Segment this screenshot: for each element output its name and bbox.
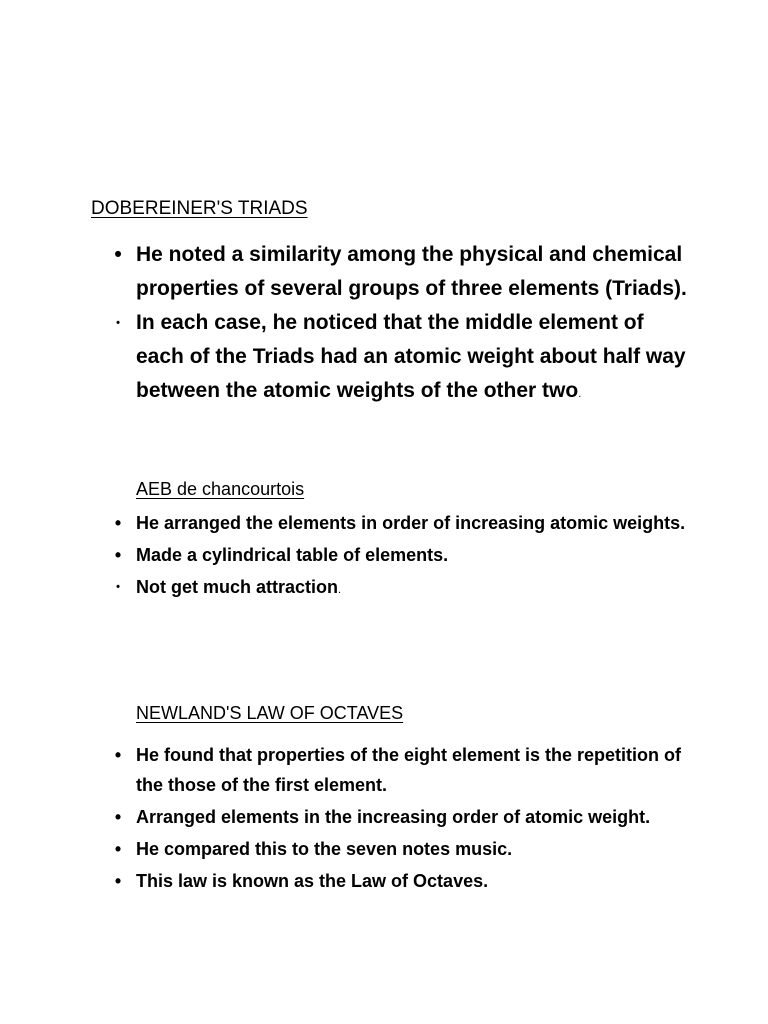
section-heading-chancourtois: AEB de chancourtois: [136, 479, 305, 499]
list-item-text: This law is known as the Law of Octaves.: [136, 871, 489, 891]
bullet-icon: •: [114, 545, 122, 565]
list-item: [114, 740, 706, 800]
list-item-text: He noted a similarity among the physical and chemical properties of several groups of three elements (Triads).: [136, 243, 687, 300]
list-item-text: He found that properties of the eight element is the repetition of the those of the first element.: [136, 745, 682, 795]
bullet-icon: •: [114, 807, 122, 827]
list-item: [116, 306, 696, 411]
list-item-tail: .: [338, 584, 342, 596]
list-item-text: Arranged elements in the increasing order of atomic weight.: [136, 807, 651, 827]
list-item-tail: .: [578, 388, 582, 400]
list-item: [114, 866, 706, 896]
section-heading-dobereiner: DOBEREINER'S TRIADS: [91, 198, 308, 219]
bullet-icon: •: [114, 871, 122, 891]
bullet-list-chancourtois: [114, 508, 706, 607]
bullet-icon: •: [114, 513, 122, 533]
list-item-text: He compared this to the seven notes music.: [136, 839, 513, 859]
list-item: [116, 572, 706, 605]
list-item: [114, 540, 706, 570]
bullet-icon: •: [114, 745, 122, 765]
list-item-text: He arranged the elements in order of increasing atomic weights.: [136, 513, 686, 533]
bullet-list-newland: [114, 740, 706, 898]
list-item-text: In each case, he noticed that the middle element of each of the Triads had an atomic weight about half way between the atomic weights of the other two: [136, 311, 686, 402]
list-item: [114, 834, 706, 864]
list-item-text: Made a cylindrical table of elements.: [136, 545, 449, 565]
bullet-list-dobereiner: [114, 238, 696, 411]
bullet-icon: •: [114, 243, 122, 266]
list-item: [114, 802, 706, 832]
bullet-icon: •: [116, 317, 120, 329]
list-item: [114, 508, 706, 538]
list-item-text: Not get much attraction: [136, 577, 339, 597]
section-heading-newland: NEWLAND'S LAW OF OCTAVES: [136, 703, 404, 723]
bullet-icon: •: [114, 839, 122, 859]
list-item: [114, 238, 696, 306]
bullet-icon: •: [116, 581, 120, 593]
